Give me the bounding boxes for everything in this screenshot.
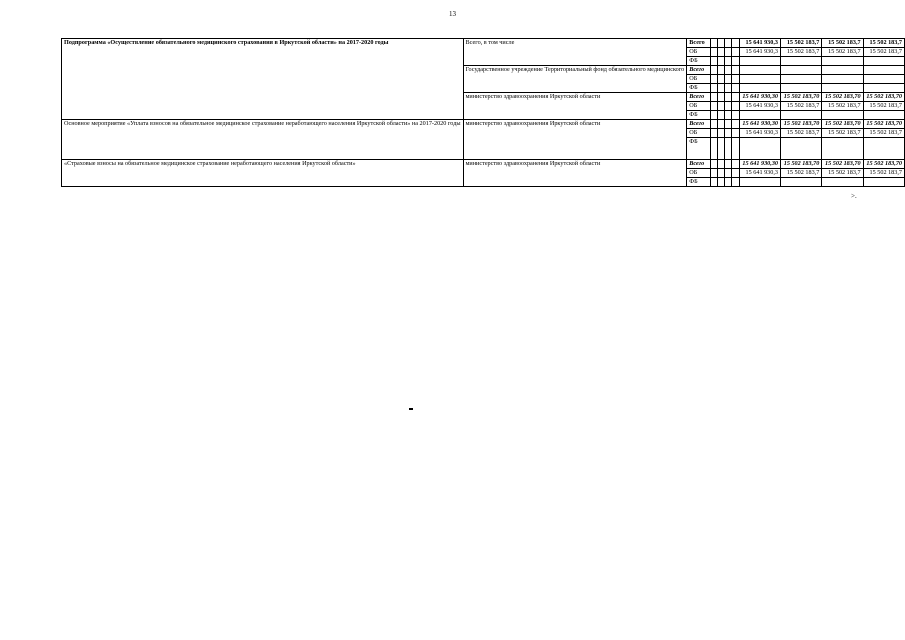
- amount-cell: [781, 111, 822, 120]
- empty-cell: [710, 169, 717, 178]
- trailing-mark: >.: [851, 192, 857, 200]
- source-cell: ОБ: [687, 75, 711, 84]
- amount-cell: 15 641 930,3: [739, 169, 780, 178]
- empty-cell: [725, 160, 732, 169]
- amount-cell: 15 641 930,3: [739, 39, 780, 48]
- empty-cell: [710, 178, 717, 187]
- amount-cell: 15 502 183,7: [863, 102, 904, 111]
- table-row: [62, 120, 905, 129]
- amount-cell: 15 502 183,7: [863, 169, 904, 178]
- page-number: 13: [449, 10, 456, 18]
- source-cell: Всего: [687, 39, 711, 48]
- source-cell: ФБ: [687, 111, 711, 120]
- empty-cell: [710, 75, 717, 84]
- empty-cell: [718, 169, 725, 178]
- amount-cell: 15 641 930,3: [739, 129, 780, 138]
- amount-cell: [739, 111, 780, 120]
- source-cell: Всего: [687, 160, 711, 169]
- executor-cell: Всего, в том числе: [463, 39, 687, 66]
- amount-cell: 15 502 183,70: [822, 93, 863, 102]
- source-cell: ОБ: [687, 169, 711, 178]
- empty-cell: [710, 120, 717, 129]
- empty-cell: [710, 57, 717, 66]
- amount-cell: [822, 138, 863, 160]
- empty-cell: [718, 66, 725, 75]
- empty-cell: [718, 111, 725, 120]
- source-cell: ФБ: [687, 57, 711, 66]
- source-cell: ФБ: [687, 178, 711, 187]
- amount-cell: [739, 75, 780, 84]
- empty-cell: [732, 129, 739, 138]
- empty-cell: [725, 169, 732, 178]
- stray-mark: [409, 408, 413, 410]
- empty-cell: [718, 160, 725, 169]
- amount-cell: 15 502 183,70: [822, 120, 863, 129]
- empty-cell: [718, 129, 725, 138]
- amount-cell: [863, 138, 904, 160]
- amount-cell: [863, 57, 904, 66]
- empty-cell: [732, 120, 739, 129]
- empty-cell: [732, 138, 739, 160]
- amount-cell: [822, 75, 863, 84]
- empty-cell: [718, 178, 725, 187]
- empty-cell: [732, 48, 739, 57]
- amount-cell: [863, 111, 904, 120]
- empty-cell: [710, 138, 717, 160]
- empty-cell: [732, 75, 739, 84]
- empty-cell: [725, 111, 732, 120]
- empty-cell: [718, 39, 725, 48]
- empty-cell: [725, 120, 732, 129]
- empty-cell: [718, 93, 725, 102]
- amount-cell: [781, 138, 822, 160]
- amount-cell: 15 502 183,7: [822, 169, 863, 178]
- empty-cell: [718, 84, 725, 93]
- amount-cell: [739, 66, 780, 75]
- amount-cell: 15 502 183,7: [822, 129, 863, 138]
- executor-cell: Государственное учреждение Территориальный фонд обязательного медицинского: [463, 66, 687, 93]
- amount-cell: [822, 178, 863, 187]
- empty-cell: [732, 111, 739, 120]
- empty-cell: [710, 48, 717, 57]
- source-cell: ОБ: [687, 48, 711, 57]
- empty-cell: [732, 93, 739, 102]
- empty-cell: [725, 102, 732, 111]
- empty-cell: [725, 93, 732, 102]
- block-title: Основное мероприятие «Уплата взносов на обязательное медицинское страхование неработающего населения Иркутской области» на 2017-2020 годы: [62, 120, 464, 160]
- budget-table: [61, 38, 905, 187]
- empty-cell: [718, 102, 725, 111]
- amount-cell: 15 641 930,30: [739, 93, 780, 102]
- amount-cell: 15 502 183,70: [863, 120, 904, 129]
- amount-cell: 15 502 183,7: [863, 129, 904, 138]
- amount-cell: 15 502 183,7: [781, 48, 822, 57]
- block-title: «Страховые взносы на обязательное медицинское страхование неработающего населения Иркутской области»: [62, 160, 464, 187]
- amount-cell: 15 502 183,7: [863, 48, 904, 57]
- amount-cell: 15 641 930,3: [739, 48, 780, 57]
- amount-cell: [781, 84, 822, 93]
- amount-cell: [739, 178, 780, 187]
- amount-cell: 15 502 183,70: [781, 160, 822, 169]
- empty-cell: [718, 120, 725, 129]
- empty-cell: [725, 129, 732, 138]
- amount-cell: [863, 84, 904, 93]
- table-row: [62, 39, 905, 48]
- amount-cell: [781, 57, 822, 66]
- amount-cell: [822, 84, 863, 93]
- empty-cell: [725, 138, 732, 160]
- empty-cell: [732, 66, 739, 75]
- amount-cell: 15 502 183,70: [863, 93, 904, 102]
- amount-cell: 15 502 183,7: [781, 129, 822, 138]
- empty-cell: [710, 93, 717, 102]
- amount-cell: 15 502 183,7: [781, 169, 822, 178]
- amount-cell: [863, 178, 904, 187]
- empty-cell: [710, 160, 717, 169]
- amount-cell: 15 502 183,70: [781, 93, 822, 102]
- empty-cell: [725, 39, 732, 48]
- amount-cell: 15 502 183,7: [822, 39, 863, 48]
- executor-cell: министерство здравоохранения Иркутской области: [463, 160, 687, 187]
- empty-cell: [718, 75, 725, 84]
- empty-cell: [732, 84, 739, 93]
- amount-cell: [781, 66, 822, 75]
- amount-cell: [781, 75, 822, 84]
- amount-cell: [822, 111, 863, 120]
- empty-cell: [710, 84, 717, 93]
- amount-cell: [739, 84, 780, 93]
- empty-cell: [725, 178, 732, 187]
- source-cell: Всего: [687, 66, 711, 75]
- empty-cell: [710, 39, 717, 48]
- amount-cell: 15 502 183,7: [822, 48, 863, 57]
- amount-cell: 15 502 183,70: [863, 160, 904, 169]
- amount-cell: [739, 57, 780, 66]
- amount-cell: 15 502 183,70: [781, 120, 822, 129]
- empty-cell: [725, 75, 732, 84]
- source-cell: Всего: [687, 93, 711, 102]
- table-row: [62, 160, 905, 169]
- empty-cell: [725, 57, 732, 66]
- empty-cell: [732, 57, 739, 66]
- amount-cell: 15 502 183,7: [863, 39, 904, 48]
- amount-cell: [739, 138, 780, 160]
- source-cell: ФБ: [687, 84, 711, 93]
- empty-cell: [732, 169, 739, 178]
- source-cell: Всего: [687, 120, 711, 129]
- empty-cell: [732, 160, 739, 169]
- amount-cell: [822, 66, 863, 75]
- empty-cell: [725, 84, 732, 93]
- empty-cell: [718, 48, 725, 57]
- amount-cell: 15 502 183,7: [781, 39, 822, 48]
- empty-cell: [710, 129, 717, 138]
- source-cell: ОБ: [687, 129, 711, 138]
- empty-cell: [710, 111, 717, 120]
- source-cell: ОБ: [687, 102, 711, 111]
- empty-cell: [732, 39, 739, 48]
- amount-cell: 15 502 183,70: [822, 160, 863, 169]
- amount-cell: 15 641 930,30: [739, 120, 780, 129]
- amount-cell: 15 502 183,7: [781, 102, 822, 111]
- amount-cell: [863, 75, 904, 84]
- amount-cell: [863, 66, 904, 75]
- empty-cell: [732, 178, 739, 187]
- amount-cell: 15 502 183,7: [822, 102, 863, 111]
- empty-cell: [718, 57, 725, 66]
- empty-cell: [732, 102, 739, 111]
- executor-cell: министерство здравоохранения Иркутской области: [463, 93, 687, 120]
- empty-cell: [710, 66, 717, 75]
- amount-cell: [822, 57, 863, 66]
- source-cell: ФБ: [687, 138, 711, 160]
- empty-cell: [725, 48, 732, 57]
- empty-cell: [725, 66, 732, 75]
- block-title: Подпрограмма «Осуществление обязательного медицинского страхования в Иркутской области» на 2017-2020 годы: [62, 39, 464, 120]
- executor-cell: министерство здравоохранения Иркутской области: [463, 120, 687, 160]
- empty-cell: [718, 138, 725, 160]
- amount-cell: 15 641 930,30: [739, 160, 780, 169]
- empty-cell: [710, 102, 717, 111]
- amount-cell: [781, 178, 822, 187]
- amount-cell: 15 641 930,3: [739, 102, 780, 111]
